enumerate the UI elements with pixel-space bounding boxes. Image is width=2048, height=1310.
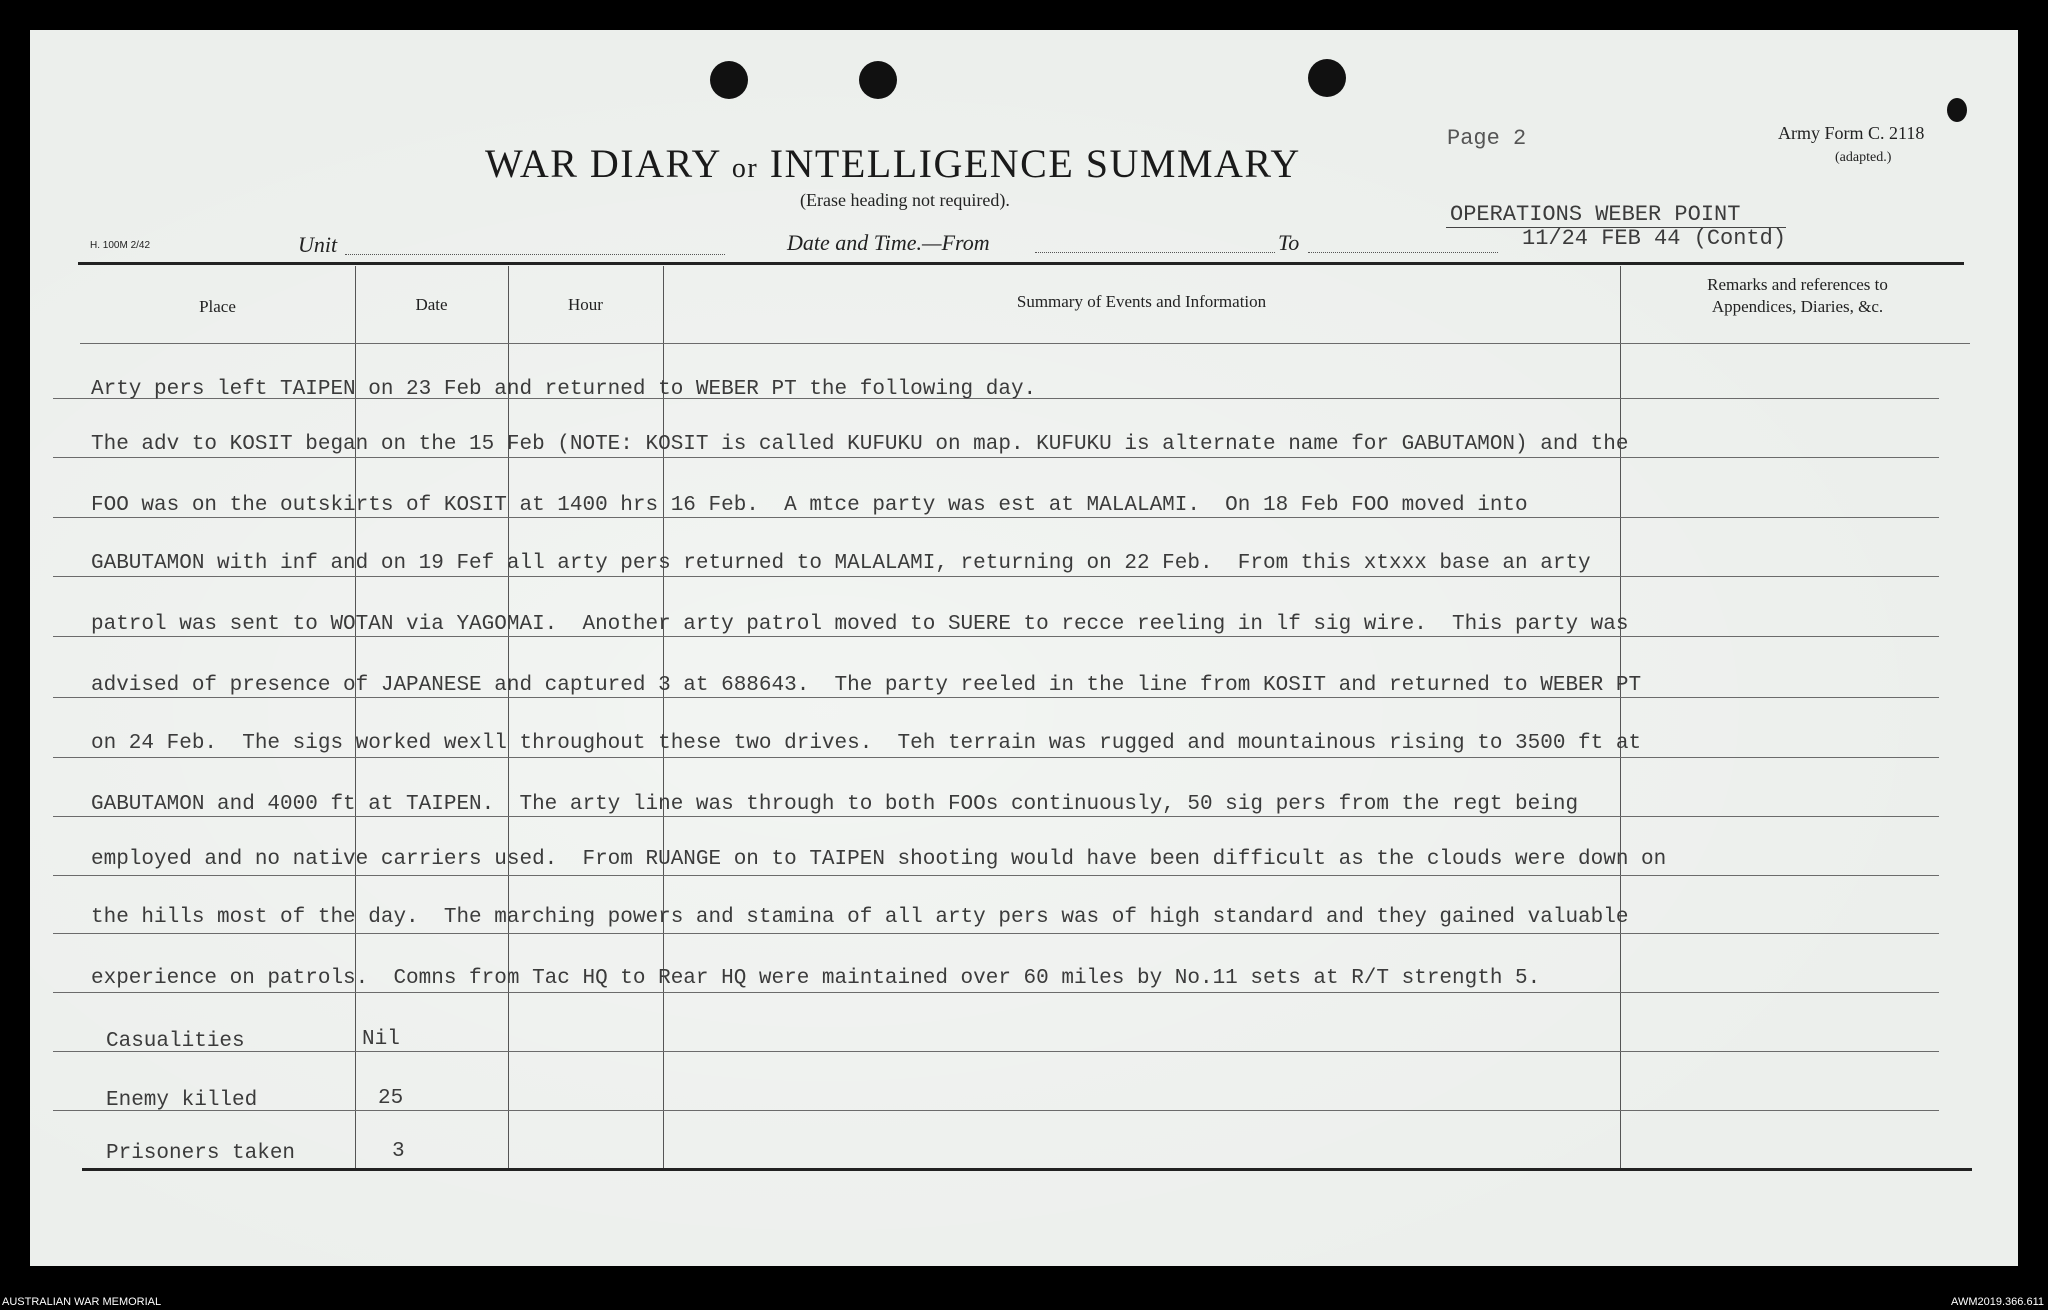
form-subtitle: (Erase heading not required). xyxy=(800,190,1010,210)
ruled-line xyxy=(53,816,1939,817)
table-bottom-rule xyxy=(82,1168,1972,1171)
form-title xyxy=(485,140,1301,187)
punch-hole xyxy=(1308,59,1346,97)
ruled-line xyxy=(53,457,1939,458)
column-header-place: Place xyxy=(199,297,236,316)
page-number: Page 2 xyxy=(1447,126,1527,151)
army-form-number: Army Form C. 2118 xyxy=(1778,123,1925,143)
ruled-line xyxy=(53,992,1939,993)
date-to-field-line xyxy=(1308,252,1498,253)
ruled-line xyxy=(53,1051,1939,1052)
column-divider xyxy=(1620,266,1621,1168)
stat-label-enemy-killed: Enemy killed xyxy=(106,1089,258,1112)
column-header-date: Date xyxy=(415,295,448,314)
stat-value-enemy-killed: 25 xyxy=(378,1087,404,1110)
summary-line: GABUTAMON and 4000 ft at TAIPEN. The arty line was through to both FOOs continuously, 50 sig pers from the regt being xyxy=(91,793,1579,816)
remarks-header-line-2: Appendices, Diaries, &c. xyxy=(1711,297,1884,316)
operation-name: OPERATIONS WEBER POINT xyxy=(1450,202,1741,227)
summary-line: the hills most of the day. The marching powers and stamina of all arty pers was of high standard and they gained valuable xyxy=(91,906,1629,929)
summary-line: experience on patrols. Comns from Tac HQ to Rear HQ were maintained over 60 miles by No.11 sets at R/T strength 5. xyxy=(91,967,1541,990)
stat-label-prisoners: Prisoners taken xyxy=(106,1142,296,1165)
summary-line: patrol was sent to WOTAN via YAGOMAI. Another arty patrol moved to SUERE to recce reeling in lf sig wire. This party was xyxy=(91,613,1629,636)
stat-value-prisoners: 3 xyxy=(392,1140,405,1163)
punch-hole xyxy=(859,61,897,99)
to-label: To xyxy=(1278,230,1300,255)
summary-line: on 24 Feb. The sigs worked wexll throughout these two drives. Teh terrain was rugged and mountainous rising to 3500 ft at xyxy=(91,732,1642,755)
punch-hole xyxy=(710,61,748,99)
column-divider xyxy=(508,266,509,1168)
ruled-line xyxy=(53,576,1939,577)
ruled-line xyxy=(53,1110,1939,1111)
operation-dates: 11/24 FEB 44 (Contd) xyxy=(1522,226,1787,251)
date-label: Date and Time.—From xyxy=(787,230,990,255)
title-main: WAR DIARY xyxy=(485,141,721,186)
title-second: INTELLIGENCE SUMMARY xyxy=(769,141,1301,186)
date-from-field-line xyxy=(1035,252,1275,253)
summary-line: employed and no native carriers used. From RUANGE on to TAIPEN shooting would have been difficult as the clouds were down on xyxy=(91,848,1667,871)
unit-label: Unit xyxy=(298,232,338,257)
print-code: H. 100M 2/42 xyxy=(90,240,151,251)
column-header-remarks xyxy=(1620,274,1975,318)
summary-line: The adv to KOSIT began on the 15 Feb (NOTE: KOSIT is called KUFUKU on map. KUFUKU is alternate name for GABUTAMON) and the xyxy=(91,433,1629,456)
army-form-adapted: (adapted.) xyxy=(1835,150,1892,165)
column-header-hour: Hour xyxy=(568,295,603,314)
column-divider xyxy=(663,266,664,1168)
ruled-line xyxy=(53,875,1939,876)
remarks-header-line-1: Remarks and references to xyxy=(1707,275,1888,294)
archive-credit: AUSTRALIAN WAR MEMORIAL xyxy=(2,1296,162,1308)
punch-hole xyxy=(1947,98,1967,122)
unit-field-line xyxy=(345,254,725,255)
summary-line: Arty pers left TAIPEN on 23 Feb and returned to WEBER PT the following day. xyxy=(91,378,1037,401)
column-divider xyxy=(355,266,356,1168)
stat-label-casualties: Casualities xyxy=(106,1030,245,1053)
summary-line: GABUTAMON with inf and on 19 Fef all arty pers returned to MALALAMI, returning on 22 Feb. From this xtxxx base an arty xyxy=(91,552,1591,575)
archive-reference: AWM2019.366.611 xyxy=(1951,1296,2044,1308)
ruled-line xyxy=(53,933,1939,934)
column-header-summary: Summary of Events and Information xyxy=(1016,292,1267,311)
stat-value-casualties: Nil xyxy=(362,1028,400,1051)
ruled-line xyxy=(53,517,1939,518)
summary-line: advised of presence of JAPANESE and captured 3 at 688643. The party reeled in the line from KOSIT and returned to WEBER PT xyxy=(91,674,1642,697)
table-top-rule xyxy=(78,262,1964,265)
ruled-line xyxy=(53,636,1939,637)
summary-line: FOO was on the outskirts of KOSIT at 1400 hrs 16 Feb. A mtce party was est at MALALAMI. On 18 Feb FOO moved into xyxy=(91,494,1528,517)
header-bottom-rule xyxy=(80,343,1970,344)
ruled-line xyxy=(53,697,1939,698)
title-or: or xyxy=(731,153,759,184)
ruled-line xyxy=(53,757,1939,758)
